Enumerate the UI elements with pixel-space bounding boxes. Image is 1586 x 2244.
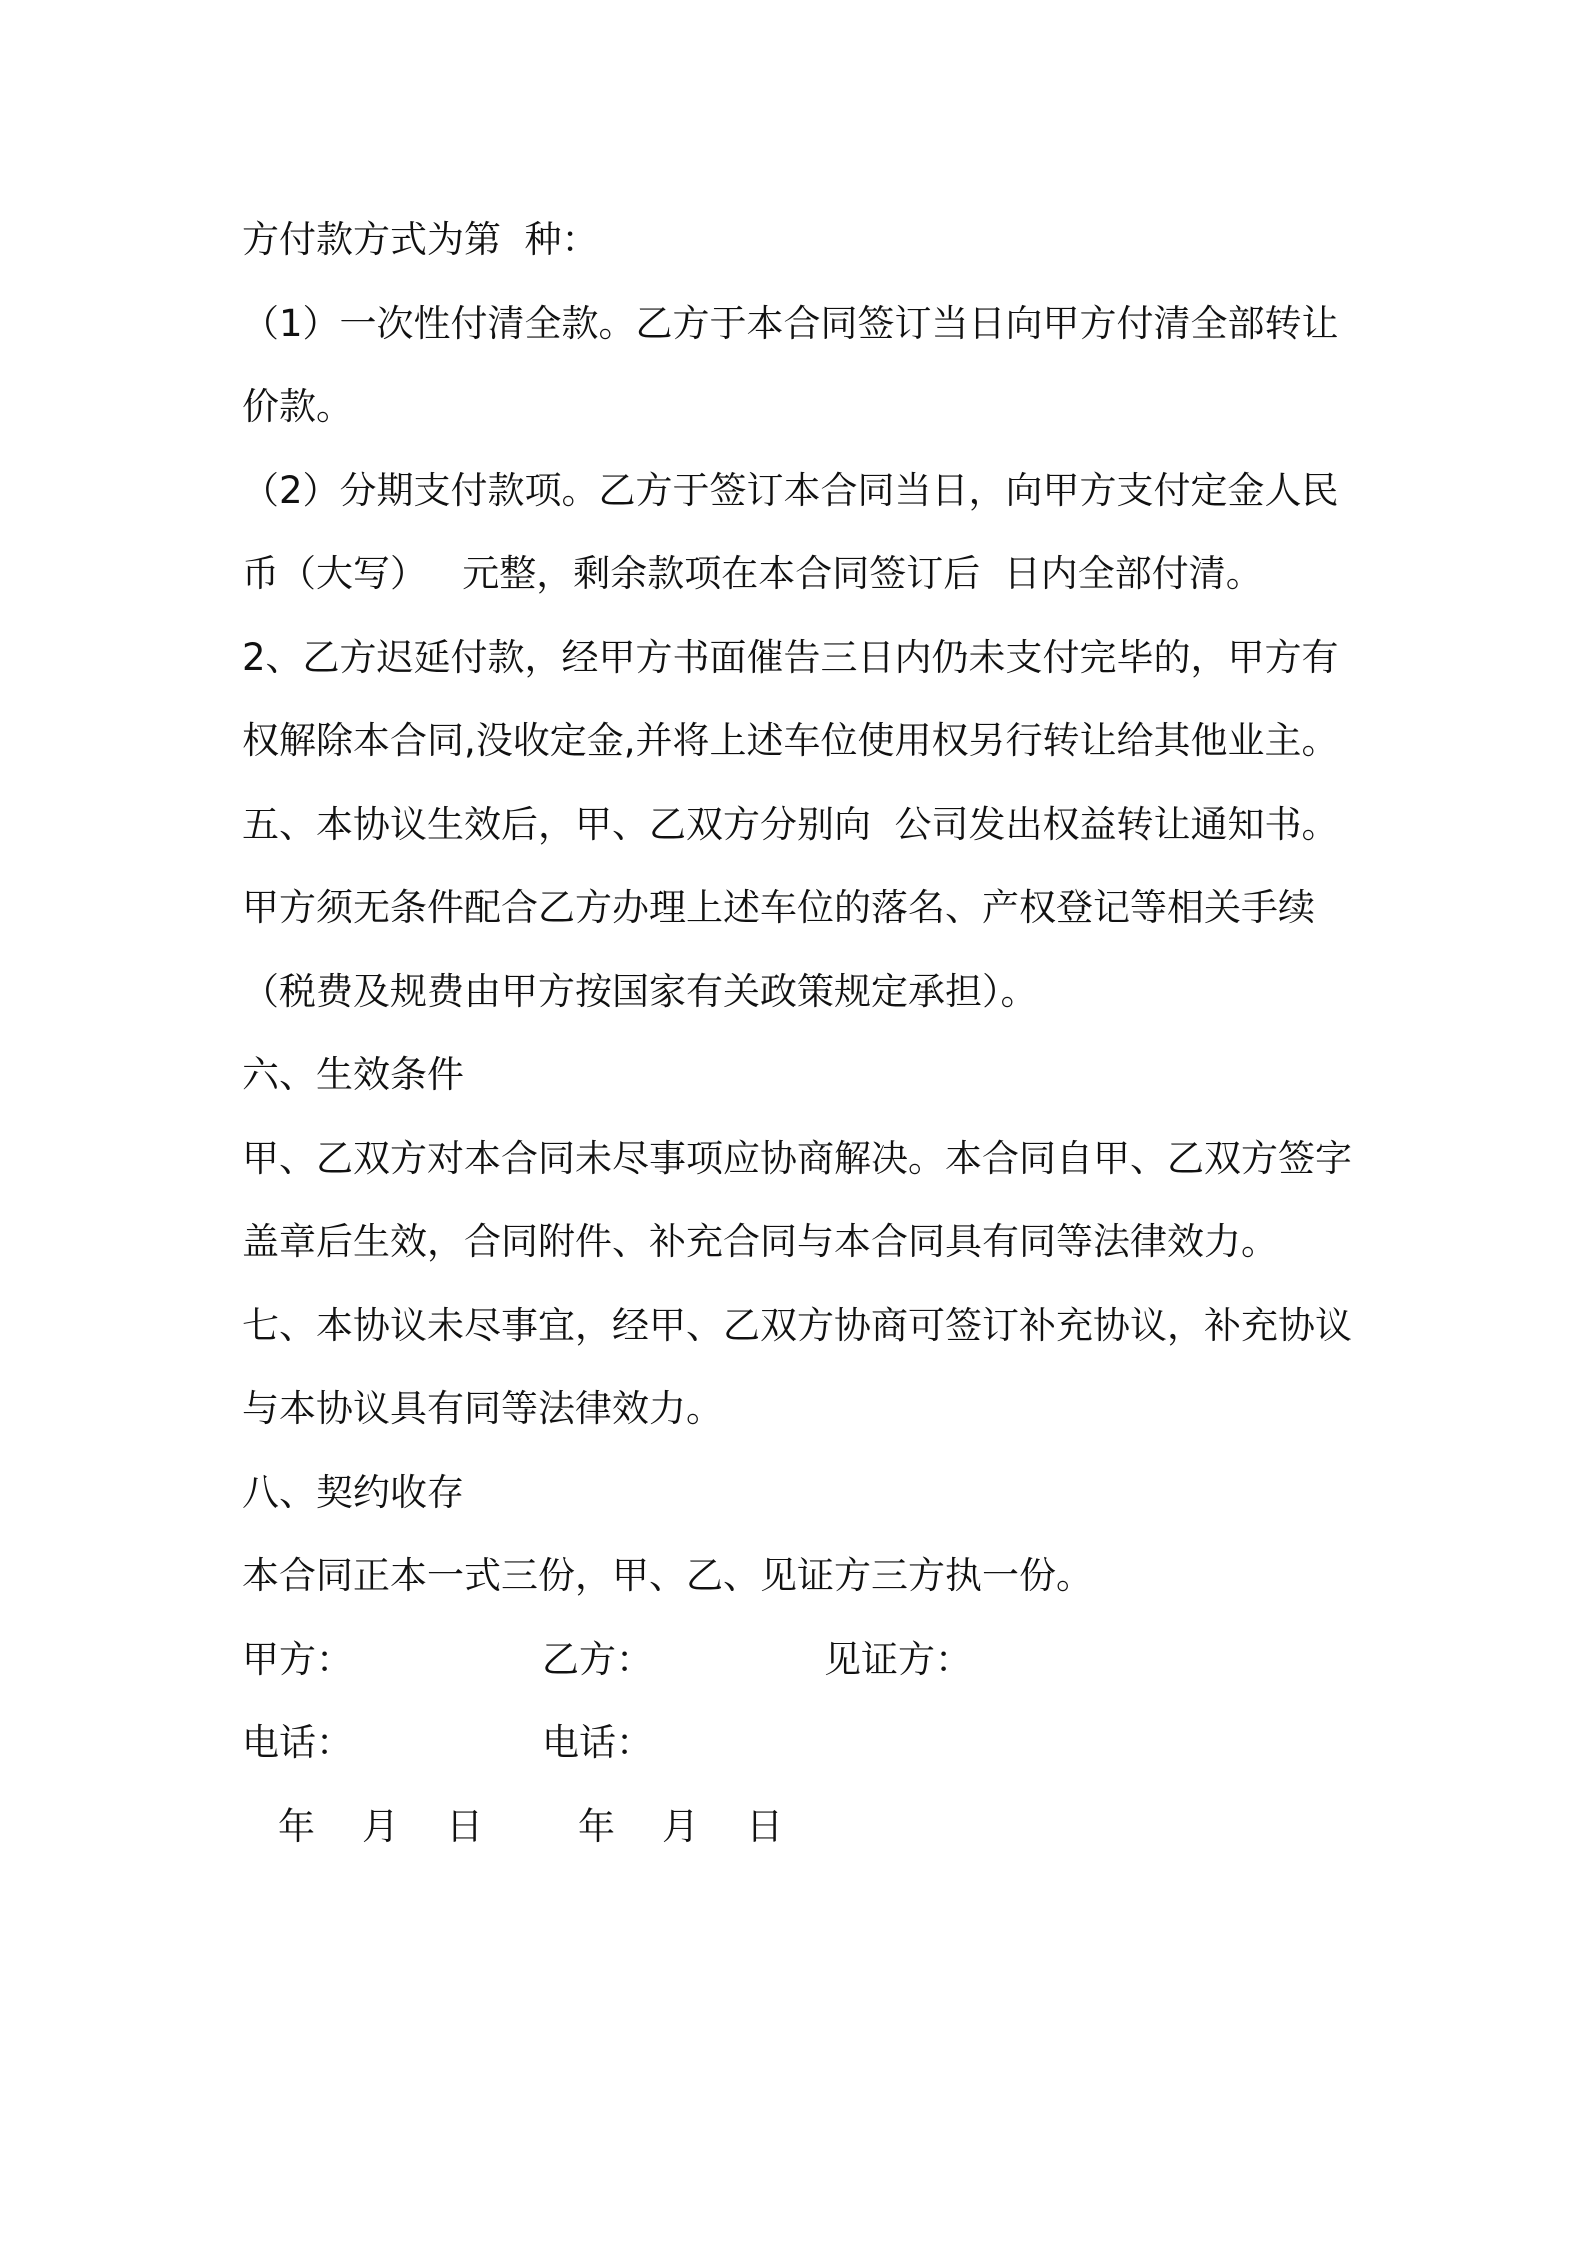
document-body — [242, 198, 1362, 1868]
phone-a-label: 电话： — [242, 1721, 353, 1764]
body-line: （2）分期支付款项。乙方于签订本合同当日，向甲方支付定金人民 — [242, 468, 1339, 512]
date-row — [242, 1785, 1362, 1869]
body-line: 盖章后生效，合同附件、补充合同与本合同具有同等法律效力。 — [242, 1220, 1278, 1263]
witness-label: 见证方： — [824, 1637, 972, 1681]
signature-row — [242, 1618, 1362, 1702]
phone-row — [242, 1701, 1362, 1785]
party-b-label: 乙方： — [542, 1637, 653, 1681]
body-line: 币（大写） 元整，剩余款项在本合同签订后 日内全部付清。 — [242, 552, 1263, 595]
body-line: （1）一次性付清全款。乙方于本合同签订当日向甲方付清全部转让 — [242, 301, 1339, 345]
phone-b-label: 电话： — [542, 1721, 653, 1764]
body-line: 与本协议具有同等法律效力。 — [242, 1387, 723, 1430]
body-line: 本合同正本一式三份，甲、乙、见证方三方执一份。 — [242, 1554, 1093, 1597]
section-heading: 六、生效条件 — [242, 1053, 464, 1096]
body-line: 五、本协议生效后，甲、乙双方分别向 公司发出权益转让通知书。 — [242, 802, 1339, 846]
body-line: 价款。 — [242, 385, 353, 428]
body-line: （税费及规费由甲方按国家有关政策规定承担）。 — [242, 969, 1038, 1013]
body-line: 甲方须无条件配合乙方办理上述车位的落名、产权登记等相关手续 — [242, 886, 1315, 929]
body-line: 七、本协议未尽事宜，经甲、乙双方协商可签订补充协议，补充协议 — [242, 1303, 1352, 1347]
party-a-label: 甲方： — [242, 1637, 353, 1681]
body-line: 方付款方式为第 种： — [242, 218, 599, 261]
date-a-label: 年 月 日 — [278, 1804, 484, 1848]
body-line: 甲、乙双方对本合同未尽事项应协商解决。本合同自甲、乙双方签字 — [242, 1136, 1352, 1180]
body-line: 权解除本合同,没收定金,并将上述车位使用权另行转让给其他业主。 — [242, 719, 1339, 762]
section-heading: 八、契约收存 — [242, 1470, 464, 1514]
body-line: 2、乙方迟延付款，经甲方书面催告三日内仍未支付完毕的，甲方有 — [242, 635, 1339, 679]
date-b-label: 年 月 日 — [578, 1804, 784, 1848]
